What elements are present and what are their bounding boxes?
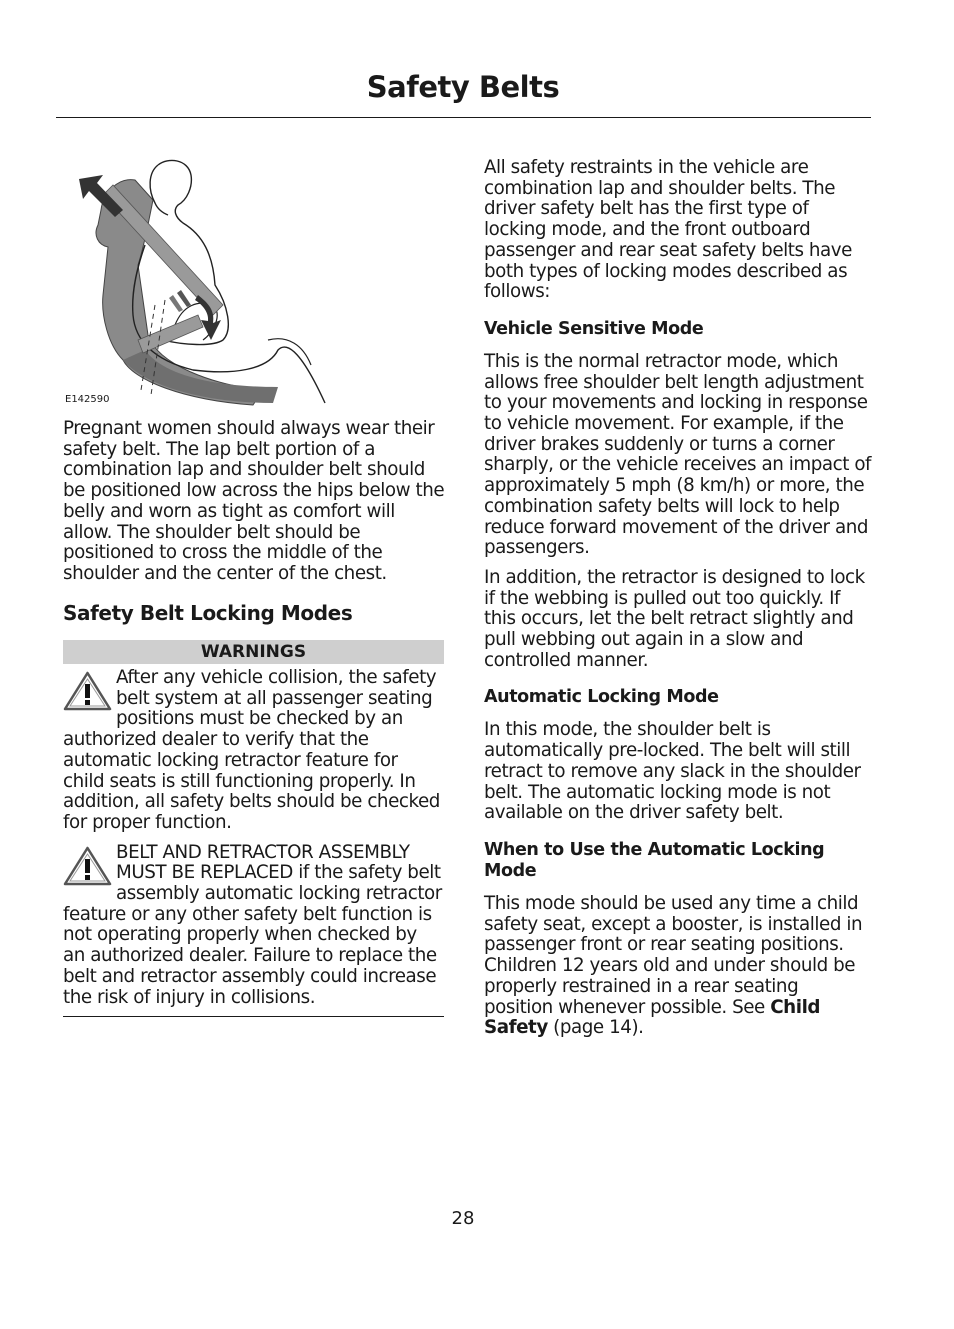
restraints-intro-paragraph: All safety restraints in the vehicle are combination lap and shoulder belts. The driver safety belt has the first type of locking mode, and the front outboard passenger and rear seat safety belts have both types of locking modes described as follows: xyxy=(484,157,852,303)
heading-automatic-locking-mode: Automatic Locking Mode xyxy=(484,687,719,708)
vehicle-sensitive-paragraph-2: In addition, the retractor is designed to lock if the webbing is pulled out too quickly. If this occurs, let the belt retract slightly and pull webbing out again in a slow and controlled manner. xyxy=(484,566,865,671)
heading-vehicle-sensitive-mode: Vehicle Sensitive Mode xyxy=(484,318,704,339)
pregnant-woman-seatbelt-figure xyxy=(63,155,348,410)
title-divider xyxy=(56,117,871,118)
section-heading-locking-modes: Safety Belt Locking Modes xyxy=(63,601,353,625)
page-number: 28 xyxy=(451,1208,475,1229)
warnings-box xyxy=(63,640,444,1017)
locking-modes-section xyxy=(63,601,448,625)
warning-replace-text: BELT AND RETRACTOR ASSEMBLY MUST BE REPLACED if the safety belt assembly automatic locking retractor feature or any other safety belt function is not operating properly when checked by an authorized dealer. Failure to replace the belt and retractor assembly could increase the risk of injury in collisions. xyxy=(63,841,442,1008)
page-reference: (page 14). xyxy=(547,1017,644,1039)
pregnant-woman-seatbelt-icon xyxy=(63,155,348,410)
when-to-use-paragraph xyxy=(484,894,872,1039)
pregnant-women-paragraph: Pregnant women should always wear their safety belt. The lap belt portion of a combination lap and shoulder belt should be positioned low across the hips below the belly and worn as tight as comfort will allow. The shoulder belt should be positioned to cross the middle of the shoulder and the center of the chest. xyxy=(63,418,445,584)
warning-item xyxy=(63,668,444,834)
automatic-locking-paragraph: In this mode, the shoulder belt is automatically pre-locked. The belt will still retract to remove any slack in the shoulder belt. The automatic locking mode is not available on the driver safety belt. xyxy=(484,719,861,824)
page-title: Safety Belts xyxy=(366,70,560,104)
when-to-use-text: This mode should be used any time a child safety seat, except a booster, is installed in passenger front or rear seating positions. Children 12 years old and under should be properly restrained in a rear seating position whenever possible. See xyxy=(484,892,863,1018)
warnings-header: WARNINGS xyxy=(63,640,444,664)
left-column xyxy=(63,419,448,585)
heading-when-to-use: When to Use the Automatic Locking Mode xyxy=(484,839,825,881)
warning-collision-text: After any vehicle collision, the safety belt system at all passenger seating positions must be checked by an authorized dealer to verify that the automatic locking retractor feature for child seats is still functioning properly. In addition, all safety belts should be checked for proper function. xyxy=(63,667,440,833)
figure-code: E142590 xyxy=(65,394,110,405)
warning-triangle-icon xyxy=(63,846,112,886)
child-safety-link[interactable]: Child Safety xyxy=(484,996,821,1039)
warning-triangle-icon xyxy=(63,671,112,711)
warnings-bottom-rule xyxy=(63,1016,444,1017)
warning-item xyxy=(63,843,444,1009)
vehicle-sensitive-paragraph-1: This is the normal retractor mode, which allows free shoulder belt length adjustment to your movements and locking in response to vehicle movement. For example, if the driver brakes suddenly or turns a corner sharply, or the vehicle receives an impact of approximately 5 mph (8 km/h) or more, the combination safety belts will lock to help reduce forward movement of the driver and passengers. xyxy=(484,350,872,559)
right-column xyxy=(484,158,872,1039)
